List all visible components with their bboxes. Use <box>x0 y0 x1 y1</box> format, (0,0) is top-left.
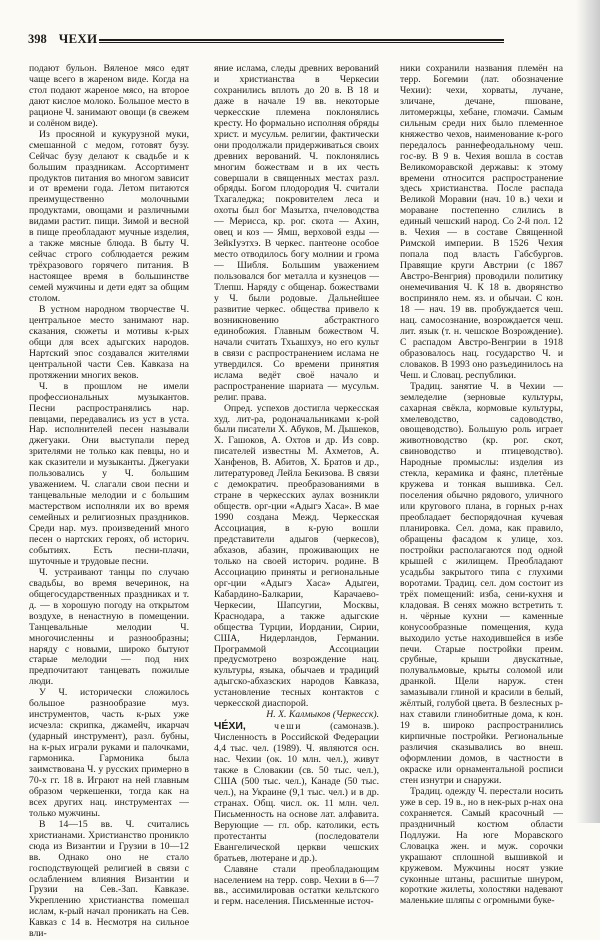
entry-self-name-note: (самоназв.). <box>330 721 379 733</box>
paragraph: Ч. устраивают танцы по случаю свадьбы, во время вечеринок, на общегосударственных праздниках и т. д. — в хорошую погоду на открытом воздухе, в ненастную в помещении. Танцевальные мелодии Ч. многочисленны и разнообразны; наряду с новыми, широко бытуют старые мелодии — под них предпочитают танцевать пожилые люди. <box>29 566 189 688</box>
paragraph: ники сохранили названия племён на терр. Богемии (лат. обозначение Чехии): чехи, хорваты, лучане, зличане, дечане, пшоване, литомержцы, хебане, гломачи. Самым сильным среди них было племенное княжество чехов, наименование к-рого передалось раннефеодальному чеш. гос-ву. В 9 в. Чехия вошла в состав Великоморавской державы: к этому времени относится распространение здесь христианства. После распада Великой Моравии (нач. 10 в.) чехи и мораване постепенно слились в единый чешский народ. Со 2-й пол. 12 в. Чехия — в составе Священной Римской империи. В 1526 Чехия попала под власть Габсбургов. Правящие круги Австрии (с 1867 Австро-Венгрия) проводили политику онемечивания Ч. К 18 в. дворянство восприняло нем. яз. и обычаи. С кон. 18 — нач. 19 вв. пробуждается чеш. нац. самосознание, возрождается чеш. лит. язык (т. н. чешское Возрождение). С распадом Австро-Венгрии в 1918 образовалось нац. государство Ч. и словаков. В 1993 оно разъединилось на Чеш. и Словац. республики. <box>400 63 563 381</box>
paragraph: У Ч. исторически сложилось большое разнообразие муз. инструментов, часть к-рых уже исчезла: скрипка, джамейч, икарчач (ударный инструмент), разл. бубны, на к-рых играли руками и палочками, гармоника. Гармоника была заимствована Ч. у русских примерно в 70-х гг. 18 в. Играют на ней главным образом черкешенки, тогда как на всех других нац. инструментах — только мужчины. <box>29 687 189 819</box>
text-column-1 <box>29 64 189 940</box>
paragraph: Славяне стали преобладающим населением на терр. совр. Чехии в 6—7 вв., ассимилировав остатки кельтского и герм. населения. Письменные источ- <box>214 863 379 908</box>
scan-gutter-shadow <box>576 0 600 823</box>
running-title: ЧЕХИ <box>58 31 98 46</box>
paragraph: Традиц. одежду Ч. перестали носить уже в сер. 19 в., но в нек-рых р-нах она сохраняется. Самый красочный — праздничный костюм области Подлужи. На юге Моравского Словацка жен. и муж. сорочки украшают сплошной вышивкой и кружевом. Мужчины носят узкие суконные штаны, расшитые шнуром, короткие жилеты, холостяки надевают маленькие шляпы с огромными буке- <box>400 785 563 907</box>
author-signature: Н. Х. Калмыков (Черкесск). <box>266 709 379 721</box>
paragraph: Из просяной и кукурузной муки, смешанной с медом, готовят бузу. Сейчас бузу делают к свадьбе и к большим праздникам. Ассортимент продуктов питания во многом зависит и от времени года. Летом питаются преимущественно молочными продуктами, овощами и различными видами растит. пищи. Зимой и весной в пище преобладают мучные изделия, а также мясные блюда. В быту Ч. сейчас строго соблюдается режим трёхразового горячего питания. В настоящее время в большинстве семей мужчины и дети едят за общим столом. <box>29 128 189 305</box>
entry-chekhi <box>214 721 379 864</box>
paragraph: В 14—15 вв. Ч. считались христианами. Христианство проникло сюда из Византии и Грузии в 10—12 вв. Однако оно не стало господствующей религией в связи с ослаблением влияния Византии и Грузии на Сев.-Зап. Кавказе. Укреплению христианства помешал ислам, к-рый начал проникать на Сев. Кавказ с 14 в. Несмотря на сильное вли- <box>29 818 189 940</box>
entry-text: Численность в Российской Федерации 4,4 тыс. чел. (1989). Ч. являются осн. нас. Чехии (ок. 10 млн. чел.), живут также в Словакии (св. 50 тыс. чел.), США (500 тыс. чел.), Канаде (50 тыс. чел.), на Украине (9,1 тыс. чел.) и в др. странах. Общ. числ. ок. 11 млн. чел. Письменность на основе лат. алфавита. Верующие — гл. обр. католики, есть протестанты (последователи Евангелической церкви чешских братьев, лютеране и др.). <box>214 732 379 864</box>
entry-headword: ЧЕ́ХИ, <box>214 720 246 733</box>
paragraph: яние ислама, следы древних верований и христианства в Черкесии сохранились вплоть до 20 в. В 18 и даже в начале 19 вв. некоторые черкесские племена поклонялись кресту. Но формально исполняя обряды христ. и мусульм. религии, фактически они продолжали придерживаться своих древних верований. Ч. поклонялись многим божествам и в их честь совершали в священных местах разл. обряды. Богом плодородия Ч. считали Тхагаледжа; покровителем леса и охоты был бог Мазытха, пчеловодства — Мерисса, кр. рог. скота — Ахин, овец и коз — Ямш, верховой езды — ЗейкIуэтхэ. В черкес. пантеоне особое место отводилось богу молнии и грома — Шибля. Большим уважением пользовался бог металла и кузнецов — Тлепш. Наряду с общенар. божествами у Ч. были родовые. Дальнейшее развитие черкес. общества привело к возникновению абстрактного единобожия. Главным божеством Ч. начали считать Тхьашхуэ, но его культ в связи с распространением ислама не утвердился. Со времени принятия ислама ведёт своё начало и распространение шариата — мусульм. религ. права. <box>214 63 379 403</box>
paragraph: подают бульон. Вяленое мясо едят чаще всего в жареном виде. Когда на стол подают жареное мясо, на второе дают кислое молоко. Большое место в рационе Ч. занимают овощи (в свежем и солёном виде). <box>29 63 189 129</box>
paragraph: Ч. в прошлом не имели профессиональных музыкантов. Песни распространялись нар. певцами, передавались из уст в уста. Нар. исполнителей песен называли джегуаки. Они выступали перед зрителями не только как певцы, но и как сказители и музыканты. Джегуаки пользовались у Ч. большим уважением. Ч. слагали свои песни и танцевальные мелодии и с большим мастерством исполняли их во время семейных и религиозных праздников. Среди нар. муз. произведений много песен о нартских героях, об историч. событиях. Есть песни-плачи, шуточные и трудовые песни. <box>29 380 189 567</box>
entry-self-name: чеши <box>274 721 302 733</box>
page-number: 398 <box>28 32 47 46</box>
paragraph: Традиц. занятие Ч. в Чехии — земледелие (зерновые культуры, сахарная свёкла, кормовые культуры, хмелеводство, садоводство, овощеводство). Большую роль играет животноводство (кр. рог. скот, свиноводство и птицеводство). Народные промыслы: изделия из стекла, керамика и фаянс, плетёные кружева и тонкая вышивка. Сел. поселения обычно рядового, уличного или кругового плана, в горных р-нах преобладает беспорядочная кучевая планировка. Сел. дома, как правило, обращены фасадом к улице, хоз. постройки располагаются под одной крышей с жилищем. Преобладают усадьбы закрытого типа с глухими воротами. Традиц. сел. дом состоит из трёх помещений: изба, сени-кухня и кладовая. В сенях можно встретить т. н. чёрные кухни — каменные конусообразные помещения, куда выходило устье находившейся в избе печи. Старые постройки преим. срубные, крыши двускатные, полувальмовые, крыты соломой или дранкой. Щели наруж. стен замазывали глиной и красили в белый, жёлтый, голубой цвета. В безлесных р-нах ставили глинобитные дома, к кон. 19 в. широко распространились кирпичные постройки. Региональные различия сказывались во внеш. оформлении домов, в частности в окраске или орнаментальной росписи стен изнутри и снаружи. <box>400 380 563 786</box>
page-header <box>28 30 504 46</box>
text-column-2 <box>214 64 379 908</box>
header-rule <box>99 39 504 43</box>
paragraph: В устном народном творчестве Ч. центральное место занимают нар. сказания, сюжеты и мотивы к-рых общи для всех адыгских народов. Нартский эпос создавался жителями центральной части Сев. Кавказа на протяжении многих веков. <box>29 303 189 381</box>
text-column-3 <box>400 64 563 907</box>
paragraph: Опред. успехов достигла черкесская худ. лит-ра, родоначальниками к-рой были писатели Х. Абуков, М. Дышеков, Х. Гашоков, А. Охтов и др. Из совр. писателей известны М. Ахметов, А. Ханфенов, В. Абитов, Х. Братов и др., литературовед Лейла Бекизова. В связи с демократич. преобразованиями в стране в черкесских аулах возникли обществ. орг-ции «Адыгэ Хаса». В мае 1990 создана Межд. Черкесская Ассоциация, в к-рую вошли представители адыгов (черкесов), абхазов, абазин, проживающих не только на своей историч. родине. В Ассоциацию приняты и региональные орг-ции «Адыгэ Хаса» Адыгеи, Кабардино-Балкарии, Карачаево-Черкесии, Шапсугии, Москвы, Краснодара, а также адыгские общества Турции, Иордании, Сирии, США, Нидерландов, Германии. Программой Ассоциации предусмотрено возрождение нац. культуры, языка, обычаев и традиций адыгско-абхазских народов Кавказа, установление тесных контактов с черкесской диаспорой. <box>214 402 379 710</box>
